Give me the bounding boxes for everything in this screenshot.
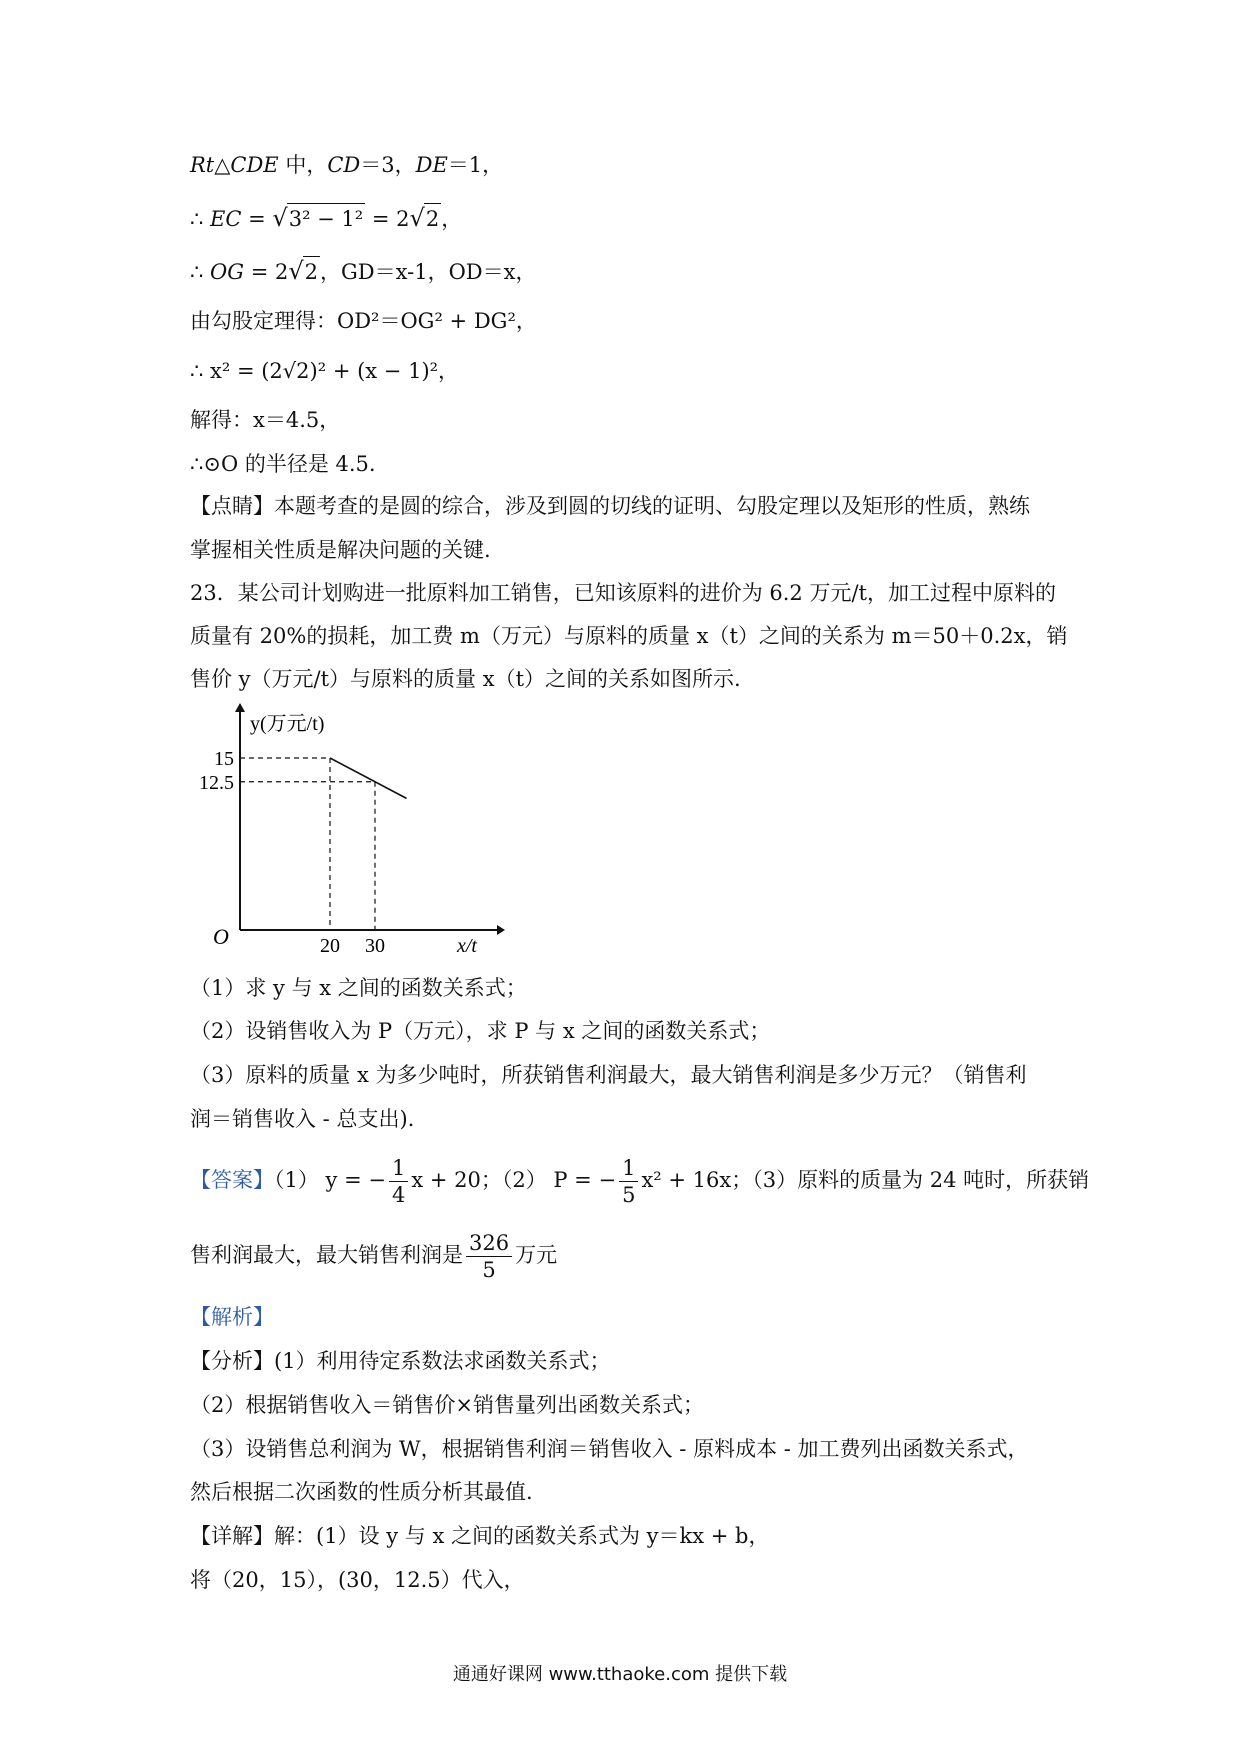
sqrt-icon: √ [409, 204, 425, 232]
price-line [330, 758, 407, 798]
detail-line-1: 【详解】解：(1）设 y 与 x 之间的函数关系式为 y＝kx + b， [190, 1524, 770, 1548]
sub-question-3-line-2: 润＝销售收入 - 总支出). [190, 1107, 415, 1131]
text: ＝1， [447, 153, 504, 177]
solution-line-6: 解得：x＝4.5， [190, 408, 341, 432]
denominator: 5 [482, 1258, 496, 1282]
question-23-line-1: 23．某公司计划购进一批原料加工销售，已知该原料的进价为 6.2 万元/t，加工过程中原料的 [190, 581, 1056, 605]
text: x + 20；（2） P = − [411, 1168, 617, 1192]
question-23-line-2: 质量有 20%的损耗，加工费 m（万元）与原料的质量 x（t）之间的关系为 m＝50＋0.2x，销 [190, 624, 1068, 648]
text: 售利润最大，最大销售利润是 [190, 1243, 463, 1267]
denominator: 4 [391, 1183, 406, 1207]
x-tick-label: 20 [320, 935, 340, 957]
numerator: 1 [619, 1155, 638, 1182]
radicand: 3² − 1² [287, 203, 366, 234]
solution-line-3 [190, 256, 536, 287]
comment-line-2: 掌握相关性质是解决问题的关键. [190, 538, 491, 562]
x-axis-label: x/t [457, 935, 477, 957]
text: 中， [278, 153, 328, 177]
analysis-line-4: 然后根据二次函数的性质分析其最值. [190, 1480, 533, 1504]
y-tick-label: 15 [214, 748, 234, 770]
analysis-line-1: 【分析】(1）利用待定系数法求函数关系式； [190, 1349, 611, 1373]
y-arrow-icon [235, 703, 245, 712]
therefore-symbol: ∴ [190, 260, 211, 284]
triangle-label: Rt△CDE [190, 153, 279, 177]
footer-credit: 通通好课网 www.tthaoke.com 提供下载 [452, 1664, 788, 1685]
question-23-line-3: 售价 y（万元/t）与原料的质量 x（t）之间的关系如图所示. [190, 667, 741, 691]
analysis-line-3: （3）设销售总利润为 W，根据销售利润＝销售收入 - 原料成本 - 加工费列出函数关系式， [190, 1437, 1029, 1461]
therefore-symbol: ∴ [190, 207, 211, 231]
text: ， [441, 207, 463, 231]
solution-line-4: 由勾股定理得：OD²＝OG² + DG²， [190, 309, 537, 333]
numerator: 326 [466, 1230, 512, 1257]
analysis-line-2: （2）根据销售收入＝销售价×销售量列出函数关系式； [190, 1393, 704, 1417]
comment-line-1: 【点睛】本题考查的是圆的综合，涉及到圆的切线的证明、勾股定理以及矩形的性质，熟练 [190, 494, 1030, 518]
sub-question-2: （2）设销售收入为 P（万元），求 P 与 x 之间的函数关系式； [190, 1019, 771, 1043]
text: = 2 [365, 207, 410, 231]
radicand: 2 [424, 203, 441, 234]
var-og: OG [210, 260, 245, 284]
sub-question-3-line-1: （3）原料的质量 x 为多少吨时，所获销售利润最大，最大销售利润是多少万元？（销售利 [190, 1063, 1027, 1087]
fraction-1-4 [389, 1155, 408, 1208]
origin-label: O [213, 924, 229, 949]
sqrt-icon: √ [288, 257, 304, 285]
radicand: 2 [303, 256, 320, 287]
fraction-1-5 [619, 1155, 638, 1208]
var-cd: CD [327, 153, 361, 177]
fraction-326-5 [466, 1230, 512, 1283]
solution-line-7: ∴⊙O 的半径是 4.5. [190, 452, 376, 476]
sqrt-icon: √ [272, 204, 288, 232]
y-tick-label: 12.5 [199, 771, 234, 794]
answer-tag: 【答案】 [190, 1168, 274, 1192]
var-ec: EC [210, 207, 242, 231]
numerator: 1 [389, 1155, 408, 1182]
solution-line-5: ∴ x² = (2√2)² + (x − 1)²， [190, 359, 460, 383]
text: = [241, 207, 273, 231]
var-de: DE [415, 153, 448, 177]
x-tick-label: 30 [365, 935, 385, 957]
price-graph [199, 700, 505, 960]
solution-line-1 [190, 150, 503, 180]
analysis-tag: 【解析】 [190, 1305, 274, 1329]
text: ，GD＝x-1，OD＝x， [320, 260, 537, 284]
answer-line-1 [190, 1150, 1089, 1210]
text: = 2 [244, 260, 289, 284]
sub-question-1: （1）求 y 与 x 之间的函数关系式； [190, 976, 527, 1000]
detail-line-2: 将（20，15），(30，12.5）代入， [190, 1568, 525, 1592]
text: ＝3， [360, 153, 416, 177]
text: x² + 16x；（3）原料的质量为 24 吨时，所获销 [641, 1168, 1090, 1192]
x-arrow-icon [497, 925, 505, 935]
y-axis-label: y(万元/t) [250, 713, 325, 735]
text: 万元 [515, 1243, 558, 1267]
denominator: 5 [622, 1183, 636, 1207]
solution-line-2 [190, 203, 462, 234]
text: （1） y = − [274, 1168, 386, 1192]
answer-line-2 [190, 1225, 557, 1285]
